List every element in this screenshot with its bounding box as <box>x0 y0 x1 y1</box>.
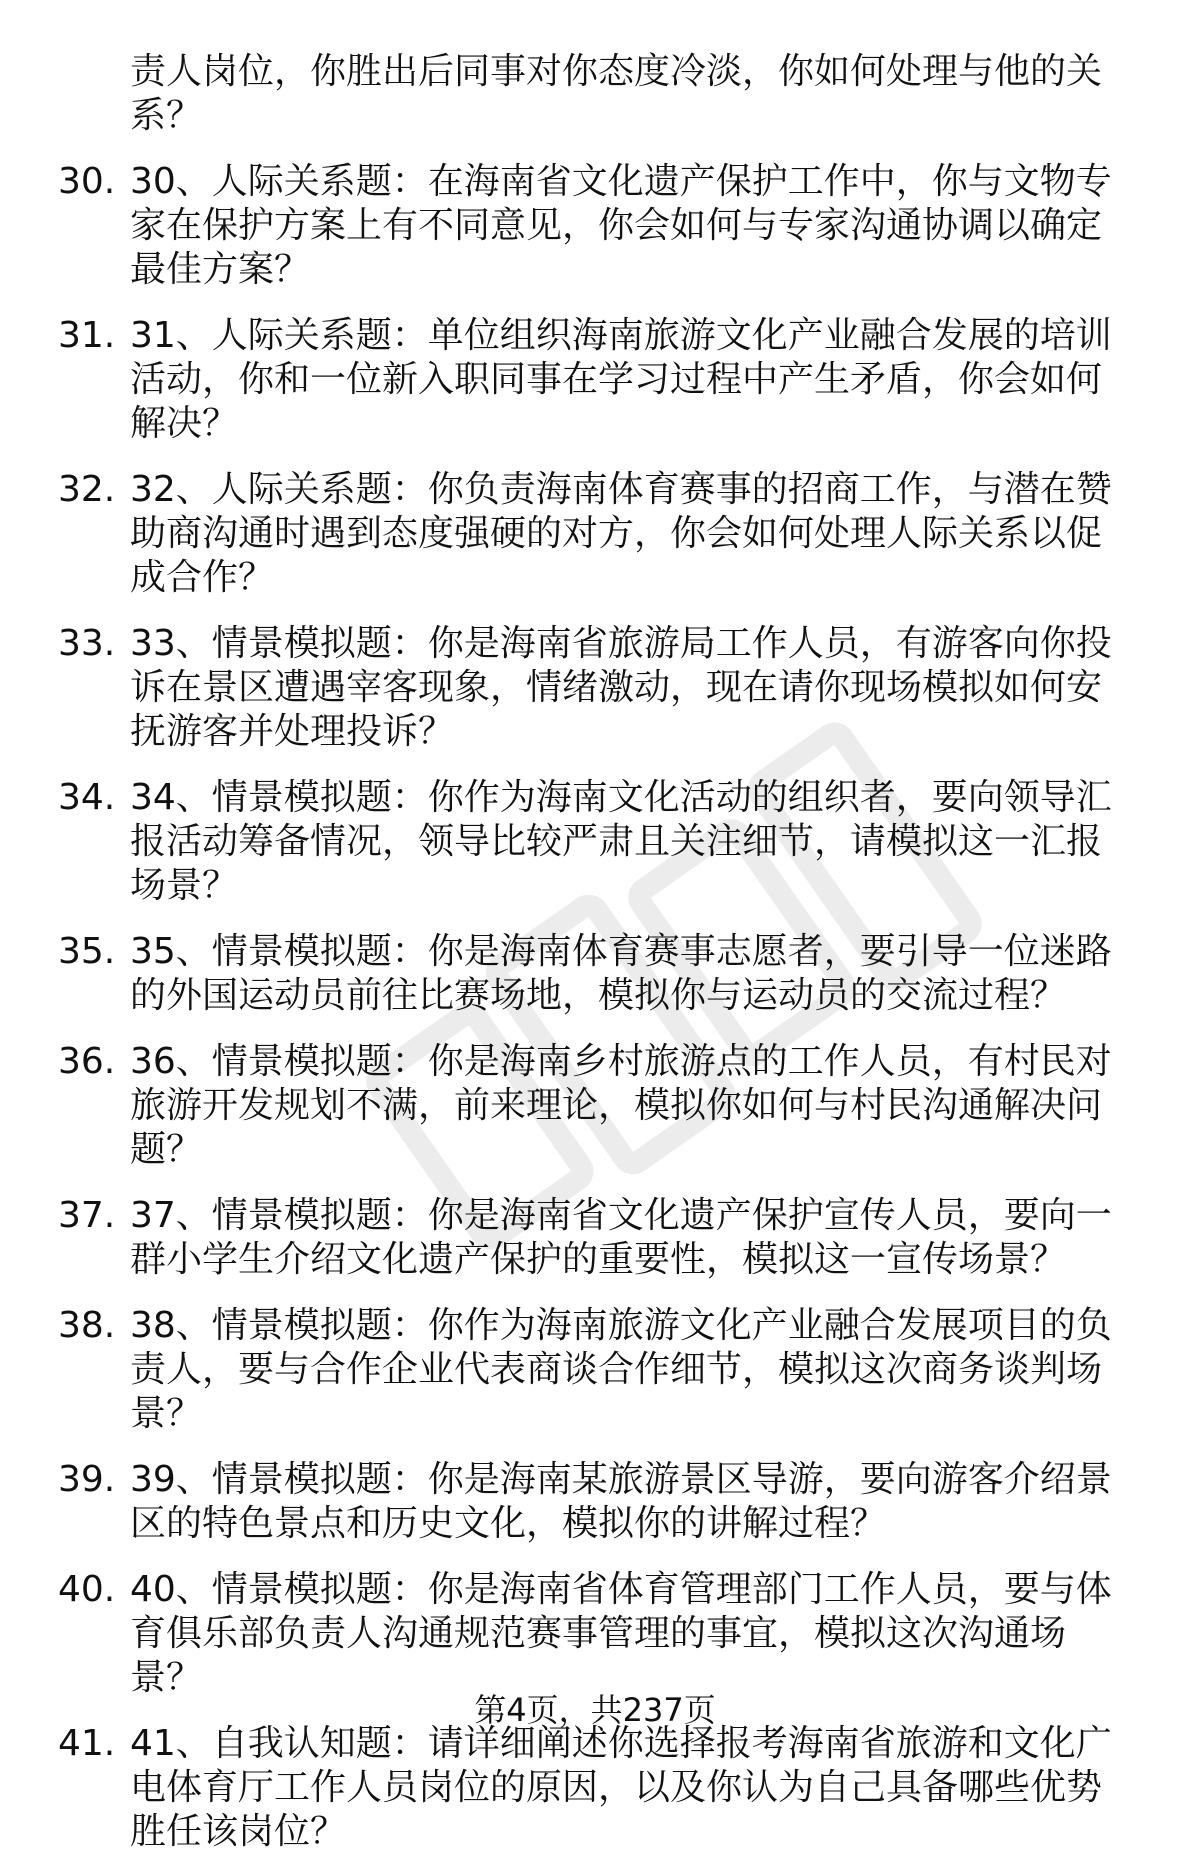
item-number: 40. <box>58 1569 116 1610</box>
list-item <box>58 930 1158 1018</box>
list-item <box>58 1040 1158 1172</box>
question-list <box>58 50 1158 1876</box>
item-number: 35. <box>58 931 116 972</box>
item-text: 41、自我认知题：请详细阐述你选择报考海南省旅游和文化广电体育厅工作人员岗位的原因，以及你认为自己具备哪些优势胜任该岗位？ <box>130 1723 1112 1852</box>
list-item <box>58 1194 1158 1282</box>
item-text: 32、人际关系题：你负责海南体育赛事的招商工作，与潜在赞助商沟通时遇到态度强硬的对方，你会如何处理人际关系以促成合作？ <box>130 469 1112 598</box>
item-number: 30. <box>58 161 116 202</box>
list-item <box>58 622 1158 754</box>
list-item <box>58 1304 1158 1436</box>
item-number: 37. <box>58 1195 116 1236</box>
item-text: 35、情景模拟题：你是海南体育赛事志愿者，要引导一位迷路的外国运动员前往比赛场地，模拟你与运动员的交流过程？ <box>130 931 1112 1016</box>
page-footer: 第4页，共237页 <box>474 1691 716 1729</box>
list-item <box>58 314 1158 446</box>
continuation-text: 责人岗位，你胜出后同事对你态度冷淡，你如何处理与他的关系？ <box>130 51 1103 136</box>
list-item <box>58 1458 1158 1546</box>
item-number: 39. <box>58 1459 116 1500</box>
item-text: 31、人际关系题：单位组织海南旅游文化产业融合发展的培训活动，你和一位新入职同事在学习过程中产生矛盾，你会如何解决？ <box>130 315 1112 444</box>
item-number: 34. <box>58 777 116 818</box>
item-text: 37、情景模拟题：你是海南省文化遗产保护宣传人员，要向一群小学生介绍文化遗产保护的重要性，模拟这一宣传场景？ <box>130 1195 1112 1280</box>
list-item <box>58 160 1158 292</box>
item-text: 34、情景模拟题：你作为海南文化活动的组织者，要向领导汇报活动筹备情况，领导比较严肃且关注细节，请模拟这一汇报场景？ <box>130 777 1112 906</box>
item-text: 38、情景模拟题：你作为海南旅游文化产业融合发展项目的负责人，要与合作企业代表商谈合作细节，模拟这次商务谈判场景？ <box>130 1305 1112 1434</box>
item-number: 32. <box>58 469 116 510</box>
list-item <box>58 776 1158 908</box>
item-text: 39、情景模拟题：你是海南某旅游景区导游，要向游客介绍景区的特色景点和历史文化，模拟你的讲解过程？ <box>130 1459 1112 1544</box>
item-number: 36. <box>58 1041 116 1082</box>
item-text: 40、情景模拟题：你是海南省体育管理部门工作人员，要与体育俱乐部负责人沟通规范赛事管理的事宜，模拟这次沟通场景？ <box>130 1569 1112 1698</box>
item-number: 33. <box>58 623 116 664</box>
item-text: 30、人际关系题：在海南省文化遗产保护工作中，你与文物专家在保护方案上有不同意见，你会如何与专家沟通协调以确定最佳方案？ <box>130 161 1112 290</box>
list-item <box>58 1722 1158 1854</box>
list-item <box>58 468 1158 600</box>
list-item <box>58 1568 1158 1700</box>
item-text: 33、情景模拟题：你是海南省旅游局工作人员，有游客向你投诉在景区遭遇宰客现象，情绪激动，现在请你现场模拟如何安抚游客并处理投诉？ <box>130 623 1112 752</box>
item-number: 31. <box>58 315 116 356</box>
item-text: 36、情景模拟题：你是海南乡村旅游点的工作人员，有村民对旅游开发规划不满，前来理论，模拟你如何与村民沟通解决问题？ <box>130 1041 1112 1170</box>
item-number: 41. <box>58 1723 116 1764</box>
item-number: 38. <box>58 1305 116 1346</box>
